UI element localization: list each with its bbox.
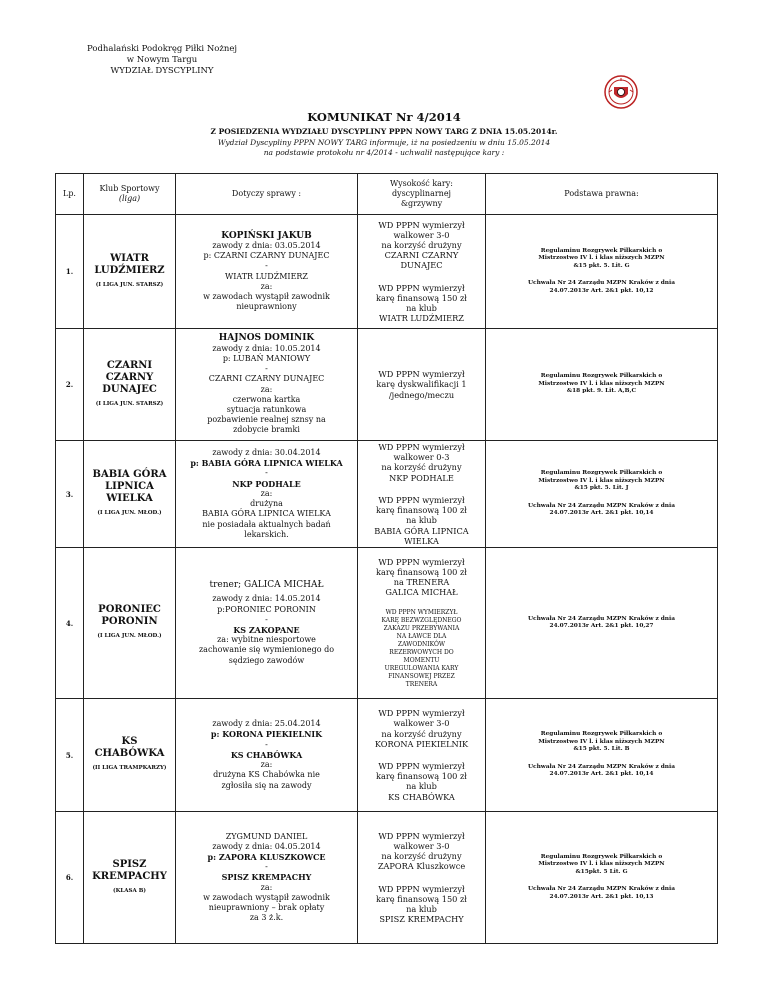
penalty-line: GALICA MICHAŁ	[385, 587, 458, 598]
penalty-caps-line: REZERWOWYCH DO	[389, 649, 454, 657]
penalty-line: WD PPPN wymierzył	[378, 282, 465, 293]
penalty-cell	[358, 215, 486, 329]
law-line: 24.07.2013r Art. 2&1 pkt. 10,14	[549, 771, 654, 778]
penalty-line: na korzyść drużyny	[381, 462, 462, 473]
penalty-line: WIELKA	[404, 535, 439, 546]
penalties-table	[55, 173, 718, 944]
column-header-law: Podstawa prawna:	[486, 174, 718, 215]
penalty-line: karę finansową 100 zł	[376, 566, 467, 577]
club-name: DUNAJEC	[102, 383, 157, 395]
penalty-line: WD PPPN wymierzył	[378, 369, 465, 380]
case-line: KS ZAKOPANE	[233, 625, 300, 635]
case-line: nieuprawniony	[236, 302, 297, 312]
org-name: Podhalański Podokręg Piłki Nożnej	[86, 44, 238, 54]
case-line: SPISZ KREMPACHY	[221, 872, 312, 883]
column-header-penalty-line: Wysokość kary:	[390, 179, 453, 188]
penalty-line: SPISZ KREMPACHY	[379, 914, 464, 925]
case-line: KS CHABÓWKA	[230, 749, 303, 760]
club-cell	[84, 699, 176, 812]
law-line: Regulaminu Rozgrywek Piłkarskich o	[540, 731, 663, 738]
case-line: -	[265, 614, 268, 624]
case-line: zawody z dnia: 04.05.2014	[212, 841, 321, 851]
law-cell	[486, 699, 718, 812]
case-cell	[176, 548, 358, 699]
column-header-penalty	[358, 174, 486, 215]
case-line: w zawodach wystąpił zawodnik	[203, 892, 330, 902]
penalty-line: walkower 3-0	[393, 840, 450, 851]
column-header-club-league: (liga)	[118, 194, 141, 203]
case-line: zawody z dnia: 30.04.2014	[212, 448, 321, 458]
penalty-line: karę dyskwalifikacji 1	[376, 379, 467, 390]
penalty-cell	[358, 548, 486, 699]
communique-subtitle: Z POSIEDZENIA WYDZIAŁU DYSCYPLINY PPPN NOWY TARG Z DNIA 15.05.2014r.	[210, 127, 558, 136]
intro-line-2: na podstawie protokołu nr 4/2014 - uchwalił następujące kary :	[263, 148, 505, 157]
law-line: Uchwała Nr 24 Zarządu MZPN Kraków z dnia	[528, 502, 675, 509]
case-line: czerwona kartka	[232, 394, 301, 404]
penalty-caps-line: NA ŁAWCE DLA	[396, 633, 447, 641]
case-line: nieuprawniony – brak opłaty	[208, 903, 325, 912]
case-cell	[176, 329, 358, 441]
case-line: -	[265, 862, 268, 872]
law-line: &18 pkt. 9. Lit. A,B,C	[566, 388, 637, 395]
club-league: (II LIGA TRAMPKARZY)	[92, 765, 167, 771]
law-line: Uchwała Nr 24 Zarządu MZPN Kraków z dnia	[528, 615, 675, 622]
table-header-row	[56, 174, 718, 215]
law-line: Uchwała Nr 24 Zarządu MZPN Kraków z dnia	[528, 886, 675, 893]
penalty-caps-line: KARĘ BEZWZGLĘDNEGO	[381, 617, 462, 625]
penalty-caps-line: ZAWODNIKÓW	[397, 641, 446, 649]
club-name: WIELKA	[106, 493, 153, 504]
law-line: &15 pkt. 5. Lit. B	[573, 746, 630, 753]
case-line: za: wybitne niesportowe	[217, 635, 316, 645]
penalty-line: walkower 3-0	[393, 229, 450, 240]
column-header-lp: Lp.	[56, 174, 84, 215]
case-line: p:PORONIEC PORONIN	[217, 604, 316, 614]
penalty-line: WIATR LUDŹMIERZ	[379, 313, 464, 324]
penalty-caps-line: FINANSOWEJ PRZEZ	[388, 673, 455, 681]
case-line: zdobycie bramki	[233, 425, 300, 435]
case-line: za:	[260, 760, 273, 770]
case-line: nie posiadała aktualnych badań	[202, 519, 331, 529]
law-cell	[486, 329, 718, 441]
case-line: za:	[260, 488, 273, 498]
case-person: ZYGMUND DANIEL	[225, 831, 308, 841]
penalty-line: KS CHABÓWKA	[388, 791, 455, 802]
case-line: -	[265, 261, 268, 271]
penalty-line: KORONA PIEKIELNIK	[374, 738, 469, 749]
case-cell	[176, 812, 358, 944]
row-number: 2.	[56, 329, 84, 441]
law-line: 24.07.2013r Art. 2&1 pkt. 10,12	[549, 287, 654, 294]
club-name: CZARNI	[106, 359, 153, 371]
penalty-caps-line: UREGULOWANIA KARY	[384, 665, 459, 673]
penalty-caps-line: TRENERA	[405, 681, 438, 689]
case-line: zawody z dnia: 25.04.2014	[212, 719, 321, 729]
case-line: p: BABIA GÓRA LIPNICA WIELKA	[190, 458, 343, 469]
law-line: Mistrzostwo IV l. i klas niższych MZPN	[538, 255, 665, 262]
case-line: za:	[260, 882, 273, 892]
case-person: trener; GALICA MICHAŁ	[209, 580, 324, 591]
penalty-line: WD PPPN wymierzył	[378, 442, 465, 453]
club-name: WIATR	[110, 252, 149, 264]
table-row	[56, 699, 718, 812]
penalty-line: BABIA GÓRA LIPNICA	[374, 525, 469, 536]
law-line: Mistrzostwo IV l. i klas niższych MZPN	[538, 380, 665, 387]
law-line: 24.07.2013r Art. 2&1 pkt. 10,27	[549, 623, 654, 629]
club-league: (KLASA B)	[113, 887, 146, 894]
case-line: zachowanie się wymienionego do	[198, 645, 335, 655]
club-name: KREMPACHY	[92, 870, 167, 882]
penalty-caps-line: MOMENTU	[403, 657, 440, 665]
club-league: (I LIGA JUN. STARSZ)	[95, 281, 164, 288]
penalty-line: ZAPORA Kluszkowce	[377, 861, 466, 872]
case-line: zgłosiła się na zawody	[221, 780, 312, 790]
club-cell	[84, 329, 176, 441]
penalty-line: na korzyść drużyny	[381, 239, 462, 250]
association-crest-logo	[604, 75, 638, 109]
column-header-case: Dotyczy sprawy :	[176, 174, 358, 215]
case-line: NKP PODHALE	[232, 478, 301, 489]
penalty-line: CZARNI CZARNY	[384, 250, 459, 261]
case-cell	[176, 699, 358, 812]
penalty-cell	[358, 699, 486, 812]
penalty-line: WD PPPN wymierzył	[378, 761, 465, 771]
case-line: pozbawienie realnej sznsy na	[207, 415, 326, 425]
communique-title: KOMUNIKAT Nr 4/2014	[307, 110, 461, 124]
case-line: p: CZARNI CZARNY DUNAJEC	[203, 251, 330, 261]
table-row	[56, 329, 718, 441]
row-number: 6.	[56, 812, 84, 944]
penalty-line: walkower 0-3	[393, 452, 450, 463]
table-row	[56, 215, 718, 329]
case-line: -	[265, 364, 268, 374]
penalty-line: karę finansową 100 zł	[376, 505, 467, 516]
club-name: BABIA GÓRA	[92, 469, 167, 480]
org-department: WYDZIAŁ DYSCYPLINY	[110, 66, 214, 76]
case-line: lekarskich.	[244, 529, 289, 539]
communique-intro	[0, 138, 768, 158]
column-header-club-label: Klub Sportowy	[99, 184, 160, 193]
law-line: Mistrzostwo IV l. i klas niższych MZPN	[538, 861, 665, 868]
penalty-line: /jednego/meczu	[388, 389, 455, 400]
penalty-line: na klub	[406, 303, 437, 313]
club-name: PORONIEC	[98, 604, 161, 615]
case-line: za:	[260, 384, 273, 394]
penalty-line: WD PPPN wymierzył	[378, 883, 465, 894]
law-line: Regulaminu Rozgrywek Piłkarskich o	[540, 247, 663, 254]
penalty-caps-line: ZAKAZU PRZEBYWANIA	[383, 625, 460, 633]
case-line: za:	[260, 281, 273, 291]
org-city: w Nowym Targu	[126, 55, 198, 65]
law-line: Mistrzostwo IV l. i klas niższych MZPN	[538, 477, 665, 484]
club-name: CZARNY	[105, 371, 154, 383]
law-line: Regulaminu Rozgrywek Piłkarskich o	[540, 853, 663, 860]
penalty-caps-line: WD PPPN WYMIERZYŁ	[385, 609, 458, 617]
case-person: HAJNOS DOMINIK	[218, 333, 315, 344]
case-person: KOPIŃSKI JAKUB	[221, 230, 312, 241]
law-line: 24.07.2013r Art. 2&1 pkt. 10,13	[549, 893, 654, 900]
penalty-line: WD PPPN wymierzył	[378, 708, 465, 719]
case-line: drużyna	[250, 499, 283, 509]
case-line: -	[265, 739, 268, 749]
penalty-line: karę finansową 100 zł	[376, 771, 467, 782]
law-line: &15pkt. 5 Lit. G	[575, 868, 628, 875]
case-cell	[176, 215, 358, 329]
penalty-cell	[358, 441, 486, 548]
club-cell	[84, 441, 176, 548]
club-name: PORONIN	[101, 616, 158, 627]
penalty-line: na korzyść drużyny	[381, 851, 462, 862]
row-number: 1.	[56, 215, 84, 329]
penalty-line: WD PPPN wymierzył	[378, 830, 465, 841]
law-line: Regulaminu Rozgrywek Piłkarskich o	[540, 470, 663, 477]
case-line: -	[265, 468, 268, 478]
penalty-line: karę finansową 150 zł	[376, 292, 467, 303]
penalty-line: na klub	[406, 903, 437, 914]
case-line: drużyna KS Chabówka nie	[213, 770, 320, 780]
case-line: CZARNI CZARNY DUNAJEC	[208, 374, 325, 384]
club-cell	[84, 215, 176, 329]
club-name: LIPNICA	[105, 481, 154, 492]
case-line: zawody z dnia: 14.05.2014	[212, 594, 321, 604]
case-line: WIATR LUDŹMIERZ	[225, 271, 308, 281]
row-number: 4.	[56, 548, 84, 699]
law-line: Uchwała Nr 24 Zarządu MZPN Kraków z dnia	[528, 763, 675, 770]
penalty-cell	[358, 812, 486, 944]
penalty-line: NKP PODHALE	[389, 472, 454, 483]
club-league: (I LIGA JUN. MŁOD.)	[97, 510, 162, 516]
column-header-club	[84, 174, 176, 215]
penalty-line: na TRENERA	[393, 577, 450, 587]
table-row	[56, 441, 718, 548]
club-name: KS	[121, 736, 138, 747]
law-cell	[486, 812, 718, 944]
column-header-penalty-line: &grzywny	[400, 199, 443, 208]
case-line: w zawodach wystąpił zawodnik	[203, 291, 330, 301]
law-line: &15 pkt. 5. Lit. G	[573, 262, 630, 269]
law-line: Regulaminu Rozgrywek Piłkarskich o	[540, 373, 663, 380]
case-line: zawody z dnia: 10.05.2014	[212, 343, 321, 353]
law-line: Mistrzostwo IV l. i klas niższych MZPN	[538, 738, 665, 745]
club-league: (I LIGA JUN. MŁOD.)	[97, 633, 162, 639]
penalty-line: WD PPPN wymierzył	[378, 556, 465, 567]
case-line: za 3 ż.k.	[249, 913, 284, 923]
penalty-line: walkower 3-0	[393, 718, 450, 729]
law-cell	[486, 215, 718, 329]
organization-header	[82, 44, 242, 77]
law-line: 24.07.2013r Art. 2&1 pkt. 10,14	[549, 510, 654, 517]
penalty-line: WD PPPN wymierzył	[378, 494, 465, 505]
case-line: sytuacja ratunkowa	[226, 404, 307, 414]
table-row	[56, 812, 718, 944]
penalty-line: karę finansową 150 zł	[376, 893, 467, 904]
penalty-line: WD PPPN wymierzył	[378, 219, 465, 230]
club-cell	[84, 812, 176, 944]
club-league: (I LIGA JUN. STARSZ)	[95, 400, 164, 407]
case-line: p: LUBAŃ MANIOWY	[222, 353, 311, 363]
law-line: &15 pkt. 5. Lit. J	[574, 485, 629, 492]
row-number: 3.	[56, 441, 84, 548]
intro-line-1: Wydział Dyscypliny PPPN NOWY TARG informuje, iż na posiedzeniu w dniu 15.05.2014	[217, 138, 551, 147]
case-line: sędziego zawodów	[228, 655, 305, 665]
club-name: SPISZ	[112, 858, 147, 870]
table-row	[56, 548, 718, 699]
club-name: CHABÓWKA	[94, 748, 165, 759]
penalty-line: na korzyść drużyny	[381, 728, 462, 739]
club-cell	[84, 548, 176, 699]
row-number: 5.	[56, 699, 84, 812]
law-line: Uchwała Nr 24 Zarządu MZPN Kraków z dnia	[528, 280, 675, 287]
penalty-cell	[358, 329, 486, 441]
case-line: p: ZAPORA KLUSZKOWCE	[207, 851, 326, 862]
case-line: zawody z dnia: 03.05.2014	[212, 240, 321, 250]
case-cell	[176, 441, 358, 548]
case-line: BABIA GÓRA LIPNICA WIELKA	[202, 509, 331, 519]
penalty-line: DUNAJEC	[400, 260, 443, 271]
law-cell	[486, 548, 718, 699]
case-line: p: KORONA PIEKIELNIK	[210, 729, 323, 740]
penalty-line: na klub	[406, 515, 437, 526]
club-name: LUDŹMIERZ	[94, 264, 165, 276]
column-header-penalty-line: dyscyplinarnej	[391, 189, 452, 198]
penalty-line: na klub	[406, 781, 437, 792]
law-cell	[486, 441, 718, 548]
